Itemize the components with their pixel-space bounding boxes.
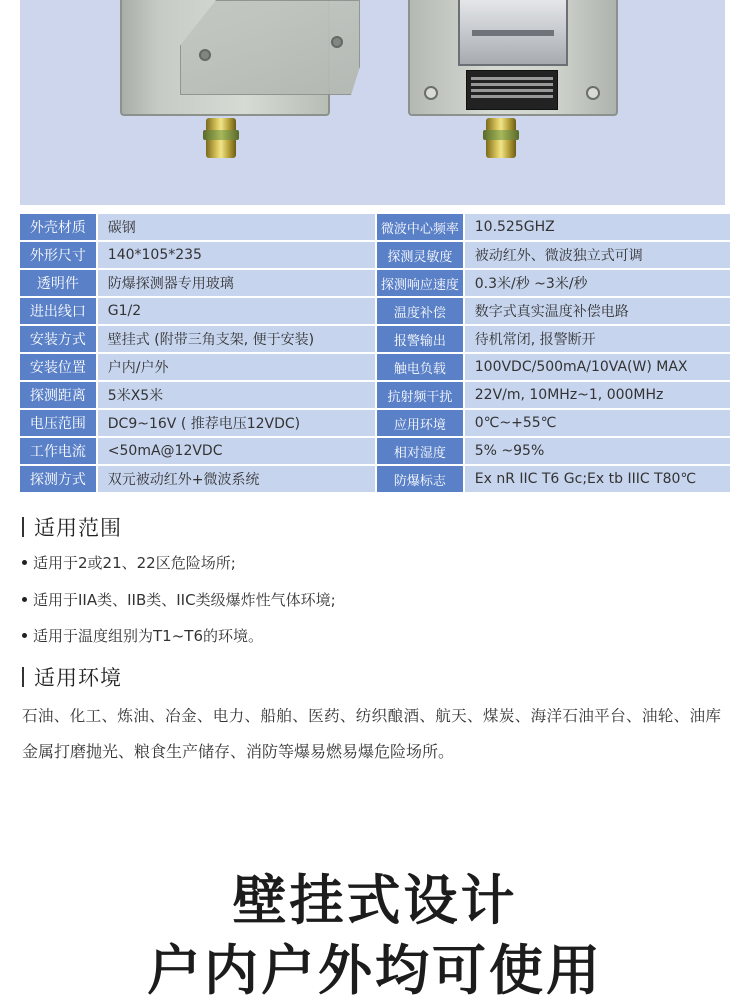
spec-row — [20, 410, 730, 438]
spec-row — [20, 326, 730, 354]
spec-value: 碳钢 — [98, 214, 375, 240]
spec-label: 应用环境 — [377, 410, 463, 436]
spec-value: 防爆探测器专用玻璃 — [98, 270, 375, 296]
spec-label: 工作电流 — [20, 438, 96, 464]
explosion-proof-detector-image — [408, 0, 618, 116]
heading-bar — [22, 517, 24, 537]
spec-label: 电压范围 — [20, 410, 96, 436]
spec-label: 透明件 — [20, 270, 96, 296]
bracket-hole-icon — [331, 36, 343, 48]
left-conduit-fitting-image — [206, 118, 236, 158]
spec-label: 安装位置 — [20, 354, 96, 380]
environment-text-line-1: 石油、化工、炼油、冶金、电力、船舶、医药、纺织酿酒、航天、煤炭、海洋石油平台、油轮、油库 — [22, 707, 722, 725]
right-conduit-fitting-image — [486, 118, 516, 158]
screw-icon — [586, 86, 600, 100]
scope-item: 适用于IIA类、IIB类、IIC类级爆炸性气体环境; — [22, 589, 336, 610]
spec-row — [20, 214, 730, 242]
spec-value: 5% ~95% — [465, 438, 730, 464]
spec-row — [20, 270, 730, 298]
detector-nameplate — [466, 70, 558, 110]
spec-value: 10.525GHZ — [465, 214, 730, 240]
spec-value: 0.3米/秒 ~3米/秒 — [465, 270, 730, 296]
spec-label: 触电负载 — [377, 354, 463, 380]
scope-heading — [22, 512, 122, 542]
spec-label: 安装方式 — [20, 326, 96, 352]
spec-value: G1/2 — [98, 298, 375, 324]
spec-value: 0℃~+55℃ — [465, 410, 730, 436]
spec-label: 抗射频干扰 — [377, 382, 463, 408]
spec-label: 探测灵敏度 — [377, 242, 463, 268]
spec-value: 22V/m, 10MHz~1, 000MHz — [465, 382, 730, 408]
environment-title: 适用环境 — [34, 666, 122, 690]
scope-title: 适用范围 — [34, 516, 122, 540]
spec-row — [20, 354, 730, 382]
bullet-dot-icon — [22, 633, 27, 638]
spec-label: 报警输出 — [377, 326, 463, 352]
heading-bar — [22, 667, 24, 687]
spec-label: 防爆标志 — [377, 466, 463, 492]
detector-lens-window — [458, 0, 568, 66]
bullet-dot-icon — [22, 597, 27, 602]
spec-value: 被动红外、微波独立式可调 — [465, 242, 730, 268]
spec-row — [20, 298, 730, 326]
scope-item: 适用于温度组别为T1~T6的环境。 — [22, 625, 263, 646]
spec-row — [20, 242, 730, 270]
spec-label: 探测方式 — [20, 466, 96, 492]
slogan-line-1: 壁挂式设计 — [232, 869, 518, 932]
spec-label: 相对湿度 — [377, 438, 463, 464]
spec-value: 140*105*235 — [98, 242, 375, 268]
spec-value: DC9~16V ( 推荐电压12VDC) — [98, 410, 375, 436]
environment-text-line-2: 金属打磨抛光、粮食生产储存、消防等爆易燃易爆危险场所。 — [22, 742, 455, 761]
slogan-line-2: 户内户外均可使用 — [147, 939, 603, 1000]
spec-row — [20, 382, 730, 410]
spec-value: <50mA@12VDC — [98, 438, 375, 464]
spec-value: 待机常闭, 报警断开 — [465, 326, 730, 352]
spec-label: 探测响应速度 — [377, 270, 463, 296]
spec-label: 探测距离 — [20, 382, 96, 408]
spec-value: 双元被动红外+微波系统 — [98, 466, 375, 492]
spec-label: 外形尺寸 — [20, 242, 96, 268]
spec-label: 微波中心频率 — [377, 214, 463, 240]
spec-label: 温度补偿 — [377, 298, 463, 324]
bullet-dot-icon — [22, 560, 27, 565]
product-photo-banner — [20, 0, 725, 205]
spec-row — [20, 466, 730, 494]
spec-label: 外壳材质 — [20, 214, 96, 240]
bracket-hole-icon — [199, 49, 211, 61]
spec-value: 100VDC/500mA/10VA(W) MAX — [465, 354, 730, 380]
spec-value: 壁挂式 (附带三角支架, 便于安装) — [98, 326, 375, 352]
environment-heading — [22, 662, 122, 692]
scope-item: 适用于2或21、22区危险场所; — [22, 552, 236, 573]
spec-value: 5米X5米 — [98, 382, 375, 408]
spec-value: 户内/户外 — [98, 354, 375, 380]
spec-label: 进出线口 — [20, 298, 96, 324]
spec-value: 数字式真实温度补偿电路 — [465, 298, 730, 324]
spec-value: Ex nR IIC T6 Gc;Ex tb IIIC T80℃ — [465, 466, 730, 492]
triangle-bracket-image — [180, 0, 360, 95]
screw-icon — [424, 86, 438, 100]
spec-row — [20, 438, 730, 466]
spec-table — [20, 214, 730, 494]
